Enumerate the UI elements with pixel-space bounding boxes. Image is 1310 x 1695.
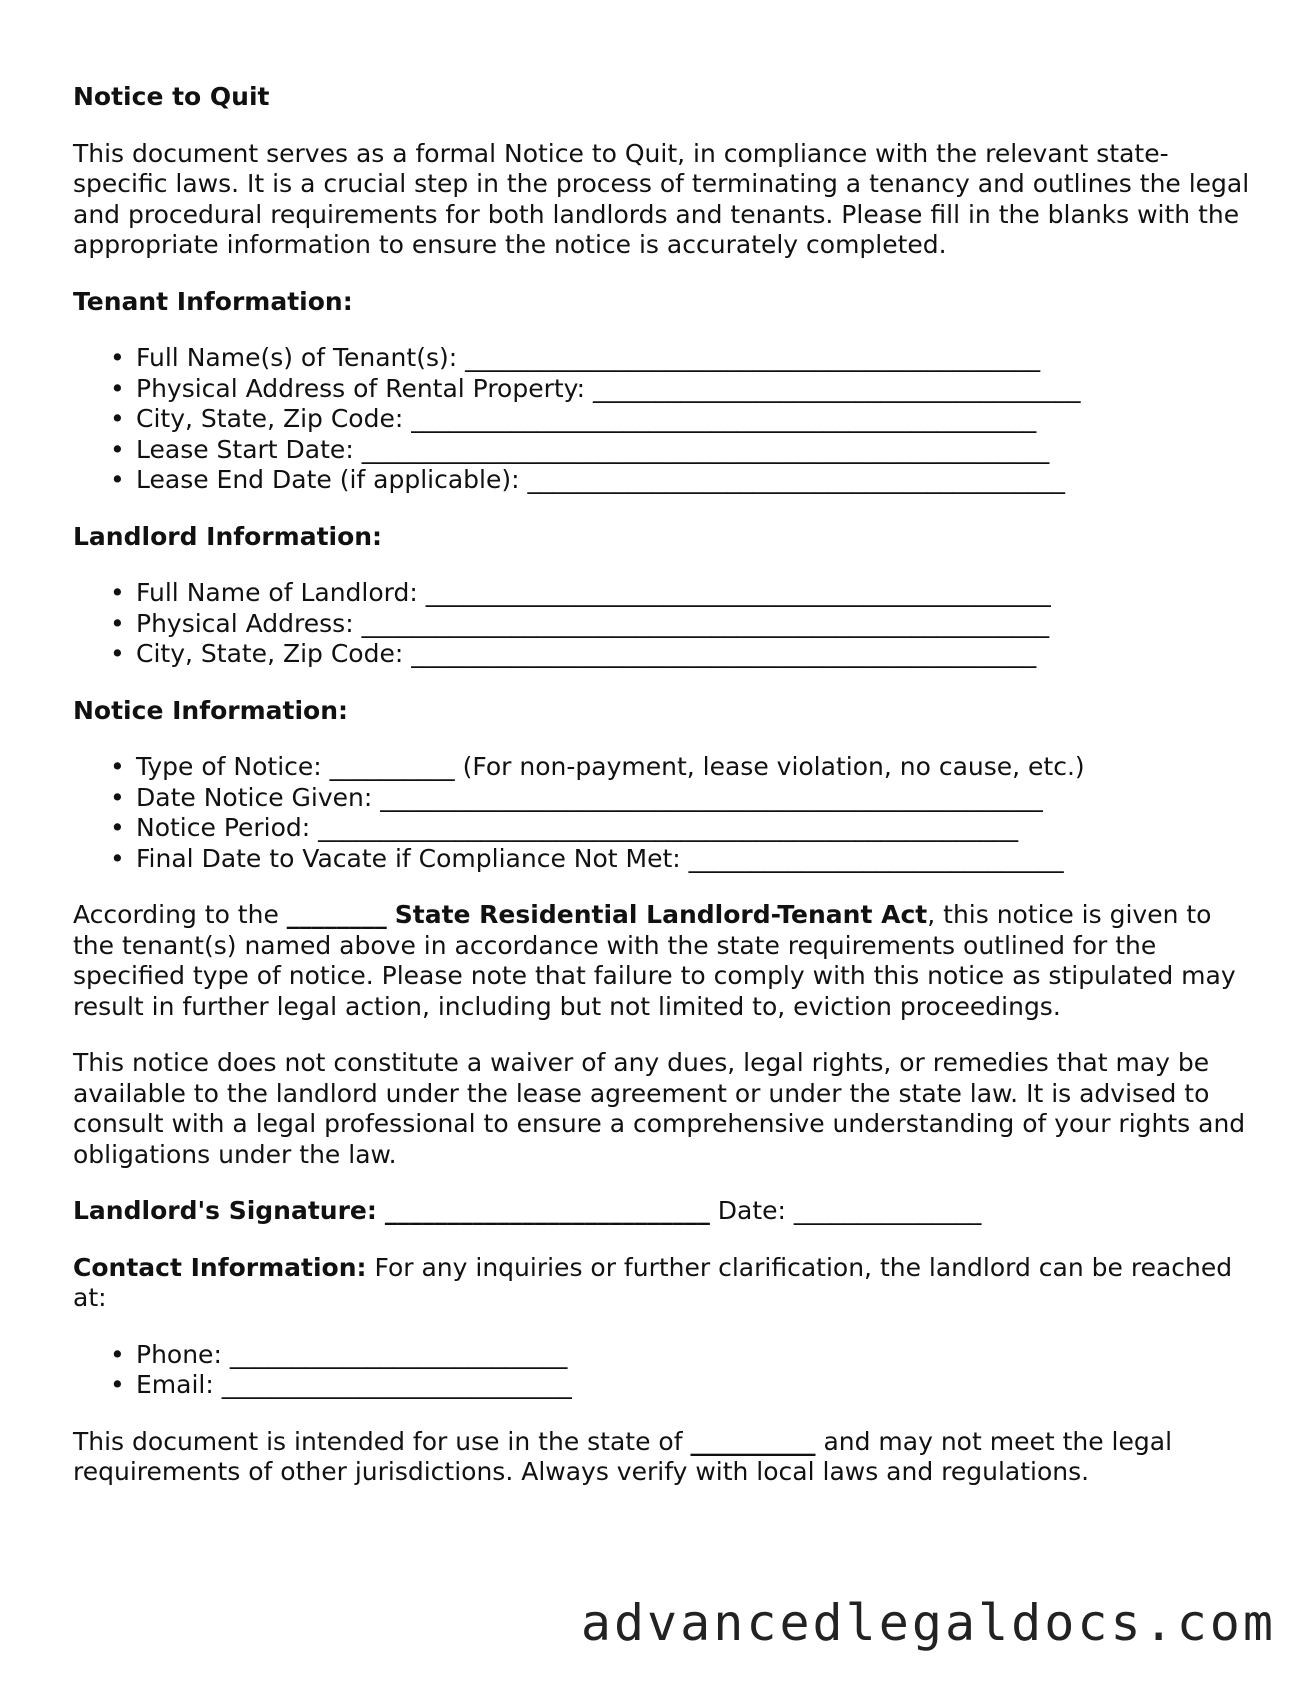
landlord-address-blank[interactable]: _______________________________________________________ [361,608,1050,638]
notice-period-blank[interactable]: ________________________________________________________ [318,813,1019,842]
bullet-icon: • [110,752,125,781]
tenant-name-field: • Full Name(s) of Tenant(s): ______________________________________________ [110,343,1041,372]
bullet-icon: • [110,639,125,668]
phone-blank[interactable]: ___________________________ [229,1339,568,1369]
bullet-icon: • [110,373,125,403]
waiver-paragraph: This notice does not constitute a waiver of any dues, legal rights, or remedies that may be available to the landlord under the lease agreement or under the state law. It is advised to consult with a legal professional to ensure a comprehensive understanding of your rights and obligations under the law. [73,1048,1246,1169]
bullet-icon: • [110,608,125,638]
contact-label: Contact Information: [73,1252,367,1282]
tenant-city-state-zip-blank[interactable]: __________________________________________________ [411,404,1037,433]
notice-date-blank[interactable]: _____________________________________________________ [380,782,1043,812]
notice-type-note: (For non-payment, lease violation, no cause, etc.) [462,752,1085,781]
rental-address-blank[interactable]: _______________________________________ [593,373,1081,403]
tenant-name-blank[interactable]: ______________________________________________ [465,343,1041,372]
landlord-city-state-zip-blank[interactable]: __________________________________________________ [411,639,1037,668]
final-vacate-date-field: • Final Date to Vacate if Compliance Not Met: ______________________________ [110,843,1064,873]
lease-end-date-blank[interactable]: ___________________________________________ [527,465,1065,494]
notice-section-heading: Notice Information: [73,695,348,725]
notice-type-blank[interactable]: __________ [329,752,455,781]
contact-fields-list [73,1340,1253,1401]
bullet-icon: • [110,782,125,812]
signature-line [73,1196,1253,1227]
site-watermark: advancedlegaldocs.com [580,1594,1276,1652]
bullet-icon: • [110,1370,125,1399]
document-page [73,82,1253,1514]
document-title: Notice to Quit [73,82,270,111]
notice-date-field: • Date Notice Given: _____________________________________________________ [110,782,1043,812]
act-paragraph: According to the ________ State Residential Landlord-Tenant Act, this notice is given to the tenant(s) named above in accordance with the state requirements outlined for the specified type of notice. Please note that failure to comply with this notice as stipulated may result in further legal action, including but not limited to, eviction proceedings. [73,900,1236,1021]
jurisdiction-blank[interactable]: __________ [690,1426,816,1456]
final-vacate-date-blank[interactable]: ______________________________ [688,843,1064,873]
lease-start-date-blank[interactable]: _______________________________________________________ [361,434,1050,464]
landlord-fields-list [73,578,1253,670]
phone-field: • Phone: ___________________________ [110,1339,568,1369]
tenant-city-state-zip-field: • City, State, Zip Code: __________________________________________________ [110,404,1037,433]
bullet-icon: • [110,813,125,842]
notice-type-field: • Type of Notice: __________ (For non-payment, lease violation, no cause, etc.) [110,752,1085,781]
closing-paragraph: This document is intended for use in the state of __________ and may not meet the legal requirements of other jurisdictions. Always verify with local laws and regulations. [73,1426,1173,1486]
landlord-address-field: • Physical Address: _______________________________________________________ [110,608,1050,638]
signature-date-blank[interactable]: _______________ [793,1196,982,1225]
act-name: State Residential Landlord-Tenant Act [394,900,928,929]
email-field: • Email: ____________________________ [110,1370,572,1399]
bullet-icon: • [110,434,125,464]
rental-address-field: • Physical Address of Rental Property: _______________________________________ [110,373,1081,403]
landlord-section-heading: Landlord Information: [73,521,383,551]
lease-end-date-field: • Lease End Date (if applicable): ___________________________________________ [110,465,1065,494]
tenant-fields-list [73,343,1253,496]
notice-fields-list [73,752,1253,874]
bullet-icon: • [110,1339,125,1369]
bullet-icon: • [110,404,125,433]
signature-label: Landlord's Signature: [73,1196,377,1225]
landlord-name-field: • Full Name of Landlord: __________________________________________________ [110,578,1051,607]
landlord-city-state-zip-field: • City, State, Zip Code: __________________________________________________ [110,639,1037,668]
bullet-icon: • [110,843,125,873]
signature-blank[interactable]: __________________________ [384,1196,710,1225]
intro-paragraph: This document serves as a formal Notice to Quit, in compliance with the relevant state-specific laws. It is a crucial step in the process of terminating a tenancy and outlines the legal and procedural requirements for both landlords and tenants. Please fill in the blanks with the appropriate information to ensure the notice is accurately completed. [73,138,1250,259]
bullet-icon: • [110,343,125,372]
tenant-section-heading: Tenant Information: [73,286,353,316]
bullet-icon: • [110,465,125,494]
notice-period-field: • Notice Period: ________________________________________________________ [110,813,1019,842]
state-blank[interactable]: ________ [286,900,387,929]
email-blank[interactable]: ____________________________ [221,1370,572,1399]
bullet-icon: • [110,578,125,607]
landlord-name-blank[interactable]: __________________________________________________ [425,578,1051,607]
lease-start-date-field: • Lease Start Date: _______________________________________________________ [110,434,1050,464]
contact-paragraph: Contact Information: For any inquiries or further clarification, the landlord can be reached at: [73,1252,1233,1312]
date-label: Date: [717,1196,786,1225]
